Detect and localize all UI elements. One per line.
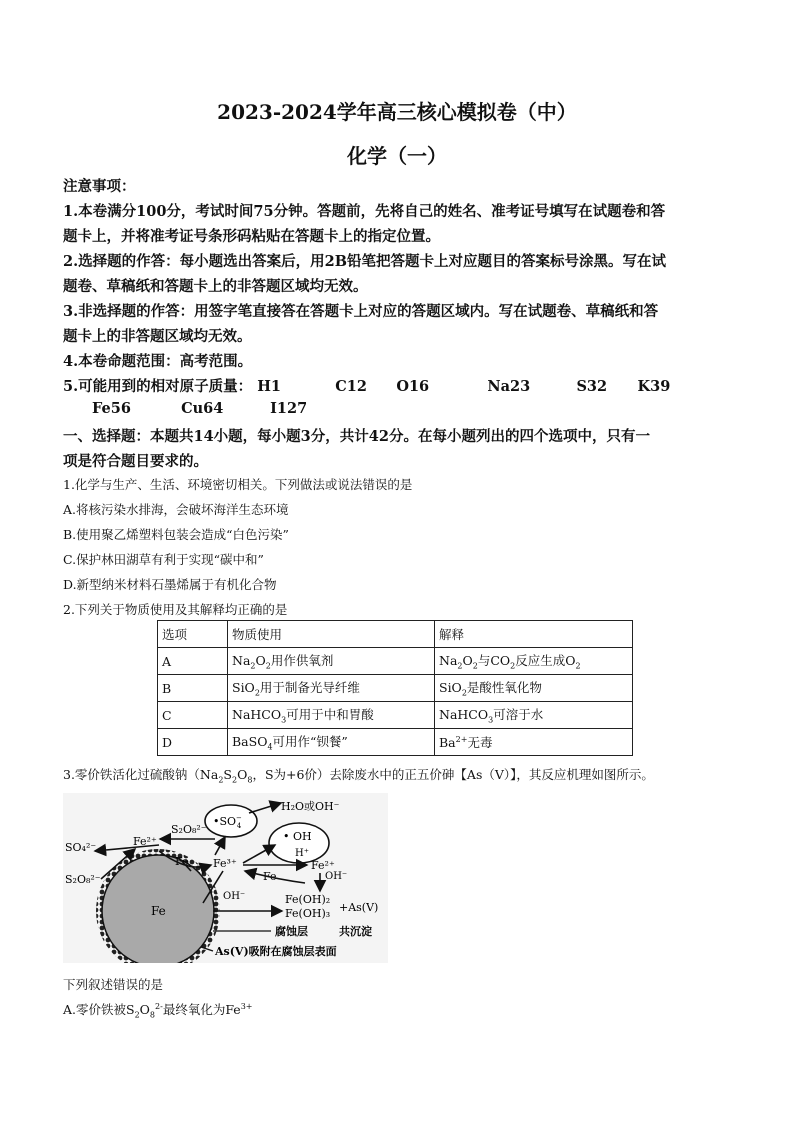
atom-mass: Na23 (487, 378, 531, 395)
notice-line: 3.非选择题的作答：用签字笔直接答在答题卡上对应的答题区域内。写在试题卷、草稿纸和答 (63, 303, 659, 320)
hydroxide-label-1: OH⁻ (325, 871, 348, 882)
table-cell-use: NaHCO$_3$可用于中和胃酸 (228, 702, 435, 729)
table-cell-option: A (158, 648, 228, 675)
ferrous-right-label: Fe²⁺ (311, 859, 335, 872)
table-cell-option: D (158, 729, 228, 756)
proton-label: H⁺ (295, 848, 309, 859)
atomic-masses-row2 (92, 400, 307, 417)
question-1-option-a: A.将核污染水排海，会破坏海洋生态环境 (63, 502, 289, 517)
subject-title: 化学（一） (347, 144, 447, 168)
atom-mass: K39 (637, 378, 671, 395)
persulfate-top-label: S₂O₈²⁻ (171, 823, 207, 836)
atom-mass: Cu64 (181, 400, 224, 417)
atom-mass: I127 (270, 400, 308, 417)
question-1-option-b: B.使用聚乙烯塑料包装会造成“白色污染” (63, 527, 289, 542)
question-2-stem: 2.下列关于物质使用及其解释均正确的是 (63, 602, 288, 617)
persulfate-left-label: S₂O₈²⁻ (65, 873, 101, 886)
question-3-prompt: 下列叙述错误的是 (63, 977, 164, 992)
fe-arrow-label-2: Fe (263, 870, 277, 883)
core-label: Fe (151, 904, 166, 918)
sulfate-ion-label: SO₄²⁻ (65, 841, 97, 854)
section-heading: 项是符合题目要求的。 (63, 453, 208, 470)
atoms-label: 5.可能用到的相对原子质量： (63, 378, 253, 395)
atom-mass: H1 (257, 378, 281, 395)
notice-line: 题卡上，并将准考证号条形码粘贴在答题卡上的指定位置。 (63, 228, 440, 245)
notice-line: 1.本卷满分100分，考试时间75分钟。答题前，先将自己的姓名、准考证号填写在试题卷和答 (63, 203, 666, 220)
table-cell-use: BaSO$_4$可用作“钡餐” (228, 729, 435, 756)
table-header-cell: 物质使用 (228, 621, 435, 648)
exam-title: 2023-2024学年高三核心模拟卷（中） (217, 100, 577, 124)
table-cell-option: C (158, 702, 228, 729)
table-header-row (158, 621, 633, 648)
arsenic-label: +As(V) (339, 901, 379, 914)
ferric-label: Fe³⁺ (213, 857, 237, 870)
atom-mass: S32 (576, 378, 608, 395)
ferric-hydroxide-label: Fe(OH)₃ (285, 907, 331, 920)
notice-line: 4.本卷命题范围：高考范围。 (63, 353, 253, 370)
table-cell-option: B (158, 675, 228, 702)
section-heading: 一、选择题：本题共14小题，每小题3分，共计42分。在每小题列出的四个选项中，只有一 (63, 428, 650, 445)
table-cell-use: $Na_2O_2$用作供氧剂 (228, 648, 435, 675)
table-header-cell: 选项 (158, 621, 228, 648)
table-row (158, 729, 633, 756)
ferrous-hydroxide-label: Fe(OH)₂ (285, 893, 331, 906)
table-cell-use: SiO$_2$用于制备光导纤维 (228, 675, 435, 702)
question-3-option-a: A.零价铁被$S_2O_8^{2-}$最终氧化为$Fe^{3+}$ (63, 1001, 253, 1020)
reaction-mechanism-diagram (63, 793, 388, 963)
notice-line: 2.选择题的作答：每小题选出答案后，用2B铅笔把答题卡上对应题目的答案标号涂黑。写在试 (63, 253, 666, 270)
hydroxyl-radical-label: • OH (283, 830, 312, 843)
sulfate-radical-label: •SO− 4 (213, 814, 242, 830)
fe-arrow-label-1: Fe (175, 855, 189, 868)
table-cell-explanation: $Ba^{2+}$无毒 (435, 729, 633, 756)
atomic-masses-row1 (63, 375, 670, 396)
hydroxide-label-2: OH⁻ (223, 891, 246, 902)
notice-heading: 注意事项： (63, 178, 136, 195)
question-1-option-c: C.保护林田湖草有利于实现“碳中和” (63, 552, 264, 567)
table-cell-explanation: SiO$_2$是酸性氧化物 (435, 675, 633, 702)
notice-line: 题卡上的非答题区域均无效。 (63, 328, 252, 345)
adsorption-label: As(V)吸附在腐蚀层表面 (215, 945, 337, 958)
notice-line: 题卷、草稿纸和答题卡上的非答题区域均无效。 (63, 278, 368, 295)
water-hydroxide-label: H₂O或OH⁻ (281, 800, 340, 813)
question-1-option-d: D.新型纳米材料石墨烯属于有机化合物 (63, 577, 277, 592)
question-2-table (157, 620, 633, 756)
table-row (158, 648, 633, 675)
atom-mass: Fe56 (92, 400, 131, 417)
question-3-stem: 3.零价铁活化过硫酸钠（$Na_2S_2O_8$，S为+6价）去除废水中的正五价砷【As（V）】，其反应机理如图所示。 (63, 767, 654, 785)
table-header-cell: 解释 (435, 621, 633, 648)
ferrous-left-label: Fe²⁺ (133, 835, 157, 848)
corrosion-layer-label: 腐蚀层 (275, 925, 308, 938)
coprecipitation-label: 共沉淀 (339, 925, 372, 938)
table-row (158, 702, 633, 729)
table-cell-explanation: NaHCO$_3$可溶于水 (435, 702, 633, 729)
atom-mass: C12 (335, 378, 367, 395)
table-cell-explanation: $Na_2O_2$与$CO_2$反应生成$O_2$ (435, 648, 633, 675)
atom-mass: O16 (396, 378, 430, 395)
question-1-stem: 1.化学与生产、生活、环境密切相关。下列做法或说法错误的是 (63, 477, 413, 492)
table-row (158, 675, 633, 702)
